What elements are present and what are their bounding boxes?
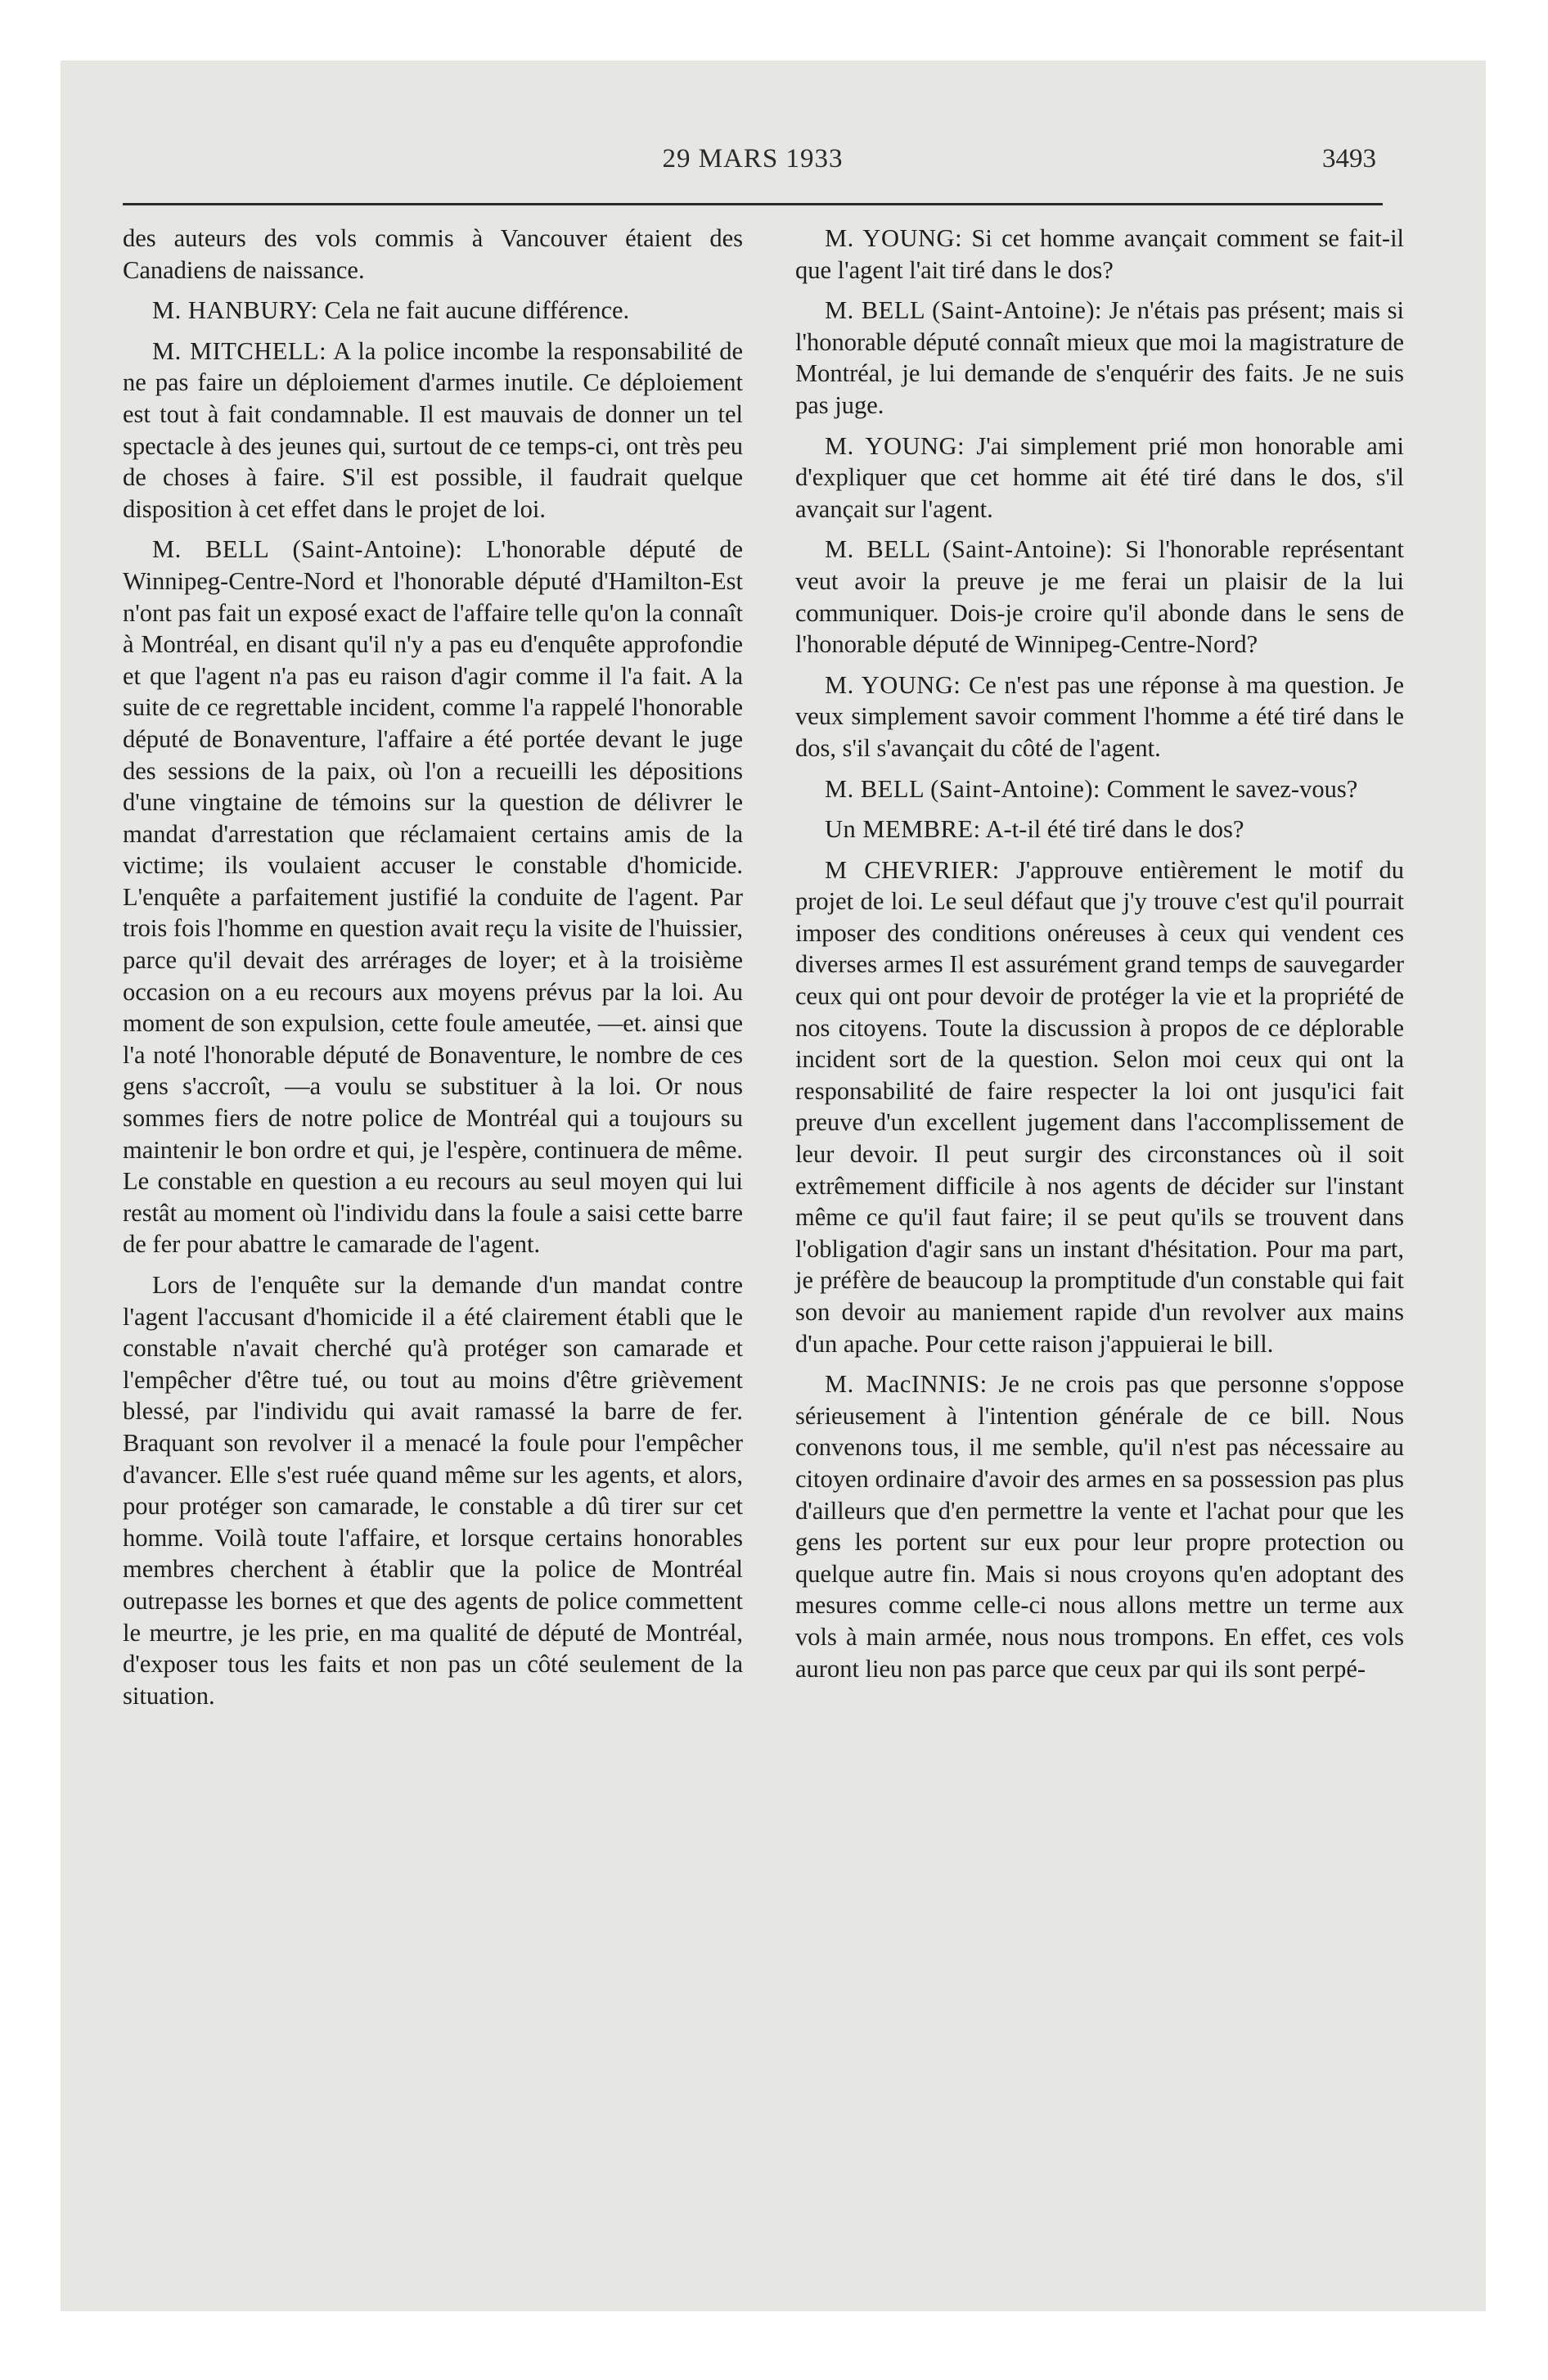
paragraph-text: Je n'étais pas présent; mais si l'honorable député connaît mieux que moi la magistrature de Montréal, je lui demande de s'enquérir des faits. Je ne suis pas juge. — [795, 296, 1404, 419]
paragraph-text: des auteurs des vols commis à Vancouver étaient des Canadiens de naissance. — [123, 224, 743, 284]
page-number: 3493 — [1322, 144, 1376, 174]
paragraph — [123, 534, 743, 1260]
paragraph-text: A-t-il été tiré dans le dos? — [985, 815, 1244, 844]
paragraph-text: Lors de l'enquête sur la demande d'un mandat contre l'agent l'accusant d'homicide il a été clairement établi que le constable n'avait cherché qu'à protéger son camarade et l'empêcher d'être tué, ou tout au moins d'être grièvement blessé, par l'individu qui avait ramassé la barre de fer. Braquant son revolver il a menacé la foule pour l'empêcher d'avancer. Elle s'est ruée quand même sur les agents, et alors, pour protéger son camarade, le constable a dû tirer sur cet homme. Voilà toute l'affaire, et lorsque certains honorables membres cherchent à établir que la police de Montréal outrepasse les bornes et que des agents de police commettent le meurtre, je les prie, en ma qualité de député de Montréal, d'exposer tous les faits et non pas un côté seulement de la situation. — [123, 1271, 743, 1710]
speaker-name: Un MEMBRE: — [825, 815, 981, 844]
header-date: 29 MARS 1933 — [662, 144, 844, 174]
paragraph-text: J'ai simplement prié mon honorable ami d'expliquer que cet homme ait été tiré dans le dos, s'il avançait sur l'agent. — [795, 431, 1405, 523]
paragraph — [123, 1269, 743, 1711]
paragraph — [123, 223, 743, 286]
paragraph — [123, 336, 743, 525]
speaker-name: M. BELL (Saint-Antoine): — [825, 774, 1101, 803]
speaker-name: M. YOUNG: — [825, 431, 965, 460]
paragraph-text: J'approuve entièrement le motif du projet de loi. Le seul défaut que j'y trouve c'est qu'il pourrait imposer des conditions onéreuses à ceux qui vendent ces diverses armes Il est assurément grand temps de sauvegarder ceux qui ont pour devoir de protéger la vie et la propriété de nos citoyens. Toute la discussion à propos de ce déplorable incident sort de la question. Selon moi ceux qui ont la responsabilité de faire respecter la loi ont jusqu'ici fait preuve d'un excellent jugement dans l'accomplissement de leur devoir. Il peut surgir des circonstances où il soit extrêmement difficile à nos agents de décider sur l'instant même ce qu'il faut faire; il se peut qu'ils se trouvent dans l'obligation d'agir sans un instant d'hésitation. Pour ma part, je préfère de beaucoup la promptitude d'un constable qui fait son devoir au maniement rapide d'un revolver aux mains d'un apache. Pour cette raison j'appuierai le bill. — [795, 855, 1405, 1358]
paragraph — [795, 814, 1404, 845]
paragraph — [795, 534, 1404, 660]
header-rule — [123, 203, 1383, 205]
paragraph-text: Ce n'est pas une réponse à ma question. Je veux simplement savoir comment l'homme a été tiré dans le dos, s'il s'avançait du côté de l'agent. — [795, 670, 1404, 762]
speaker-name: M. MacINNIS: — [825, 1370, 988, 1399]
paragraph-text: Cela ne fait aucune différence. — [324, 296, 630, 325]
paragraph-text: Je ne crois pas que personne s'oppose sérieusement à l'intention générale de ce bill. Nous convenons tous, il me semble, qu'il n'est pas nécessaire au citoyen ordinaire d'avoir des armes en sa possession pas plus d'ailleurs que d'en permettre la vente et l'achat pour que les gens les portent sur eux pour leur propre protection ou quelque autre fin. Mais si nous croyons qu'en adoptant des mesures comme celle-ci nous allons mettre un terme aux vols à main armée, nous nous trompons. En effet, ces vols auront lieu non pas parce que ceux par qui ils sont perpé- — [795, 1370, 1404, 1683]
speaker-name: M. YOUNG: — [825, 224, 963, 252]
left-column — [123, 223, 743, 1720]
paragraph — [795, 223, 1404, 286]
right-column — [795, 223, 1404, 1693]
speaker-name: M. YOUNG: — [825, 670, 961, 699]
paragraph — [123, 295, 743, 327]
paragraph — [795, 1368, 1404, 1684]
paragraph-text: Comment le savez-vous? — [1106, 774, 1358, 803]
paragraph-text: L'honorable député de Winnipeg-Centre-Nord et l'honorable député d'Hamilton-Est n'ont pas fait un exposé exact de l'affaire telle qu'on la connaît à Montréal, en disant qu'il n'y a pas eu d'enquête approfondie et que l'agent n'a pas eu raison d'agir comme il l'a fait. A la suite de ce regrettable incident, comme l'a rappelé l'honorable député de Bonaventure, l'affaire a été portée devant le juge des sessions de la paix, où l'on a recueilli les dépositions d'une vingtaine de témoins sur la question de délivrer le mandat d'arrestation que réclamaient certains amis de la victime; ils voulaient accuser le constable d'homicide. L'enquête a parfaitement justifié la conduite de l'agent. Par trois fois l'homme en question avait reçu la visite de l'huissier, parce qu'il devait des arrérages de loyer; et à la troisième occasion on a eu recours aux moyens prévus par la loi. Au moment de son expulsion, cette foule ameutée, —et. ainsi que l'a noté l'honorable député de Bonaventure, le nombre de ces gens s'accroît, —a voulu se substituer à la loi. Or nous sommes fiers de notre police de Montréal qui a toujours su maintenir le bon ordre et qui, je l'espère, continuera de même. Le constable en question a eu recours au seul moyen qui lui restât au moment où l'individu dans la foule a saisi cette barre de fer pour abattre le camarade de l'agent. — [123, 535, 743, 1259]
paragraph — [795, 854, 1404, 1360]
speaker-name: M. BELL (Saint-Antoine): — [825, 535, 1114, 564]
paragraph-text: Si l'honorable représentant veut avoir la preuve je me ferai un plaisir de la lui communiquer. Dois-je croire qu'il abonde dans le sens de l'honorable député de Winnipeg-Centre-Nord? — [795, 535, 1404, 659]
paragraph — [795, 430, 1404, 525]
speaker-name: M. HANBURY: — [152, 296, 318, 325]
speaker-name: M. BELL (Saint-Antoine): — [825, 296, 1103, 325]
paragraph-text: Si cet homme avançait comment se fait-il que l'agent l'ait tiré dans le dos? — [795, 224, 1405, 284]
paragraph-text: A la police incombe la responsabilité de ne pas faire un déploiement d'armes inutile. Ce déploiement est tout à fait condamnable. Il est mauvais de donner un tel spectacle à des jeunes qui, surtout de ce temps-ci, ont très peu de choses à faire. S'il est possible, il faudrait quelque disposition à cet effet dans le projet de loi. — [123, 336, 743, 523]
paragraph — [795, 295, 1404, 421]
speaker-name: M. BELL (Saint-Antoine): — [152, 535, 463, 564]
paragraph — [795, 773, 1404, 805]
paragraph — [795, 669, 1404, 764]
speaker-name: M CHEVRIER: — [825, 855, 1000, 884]
speaker-name: M. MITCHELL: — [152, 336, 327, 365]
running-header — [123, 144, 1383, 182]
